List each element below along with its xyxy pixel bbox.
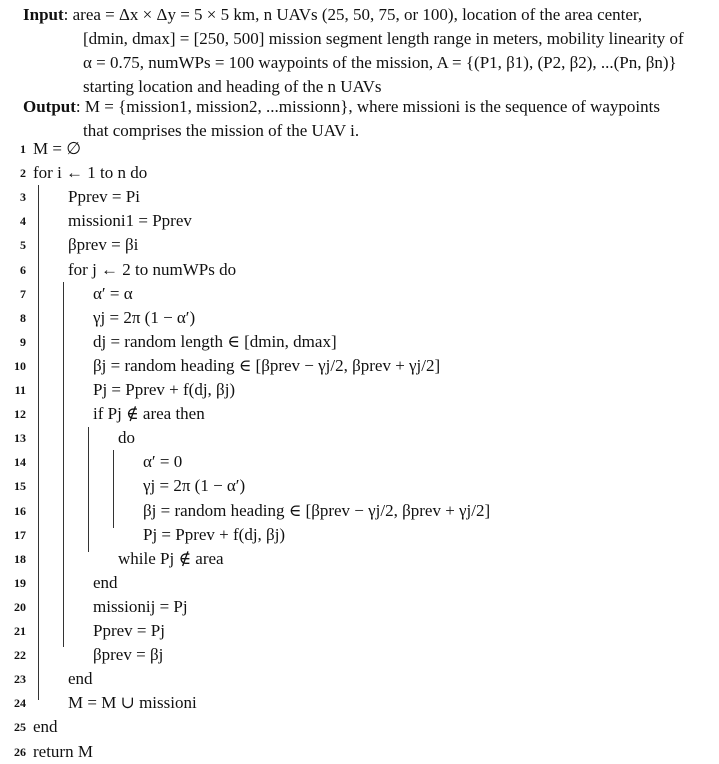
line-code: βj = random heading ∈ [βprev − γj/2, βprev + γj/2] (143, 500, 491, 520)
input-line-2: [dmin, dmax] = [250, 500] mission segment length range in meters, mobility linearity of (83, 29, 684, 48)
output-label: Output (23, 97, 76, 116)
line-code: Pprev = Pj (93, 621, 165, 640)
line-number: 19 (14, 575, 26, 590)
line-code: for i ← 1 to n do (33, 163, 148, 183)
line-code: Pprev = Pi (68, 187, 140, 207)
line-code: while Pj ∉ area (118, 548, 224, 568)
input-label: Input (23, 5, 64, 24)
input-line-3: α = 0.75, numWPs = 100 waypoints of the mission, A = {(P1, β1), (P2, β2), ...(Pn, βn)} (83, 53, 677, 72)
line-number: 4 (20, 214, 26, 229)
line-code: Pj = Pprev + f(dj, βj) (143, 524, 286, 544)
line-number: 9 (20, 334, 26, 349)
line-number: 25 (14, 720, 26, 735)
line-number: 5 (20, 238, 26, 253)
output-line-1: : M = {mission1, mission2, ...missionn}, where missioni is the sequence of waypoints (75, 97, 660, 116)
line-code: βj = random heading ∈ [βprev − γj/2, βprev + γj/2] (93, 355, 441, 375)
block-rule-for-j (63, 282, 64, 647)
line-code: end (68, 669, 93, 689)
line-number: 24 (14, 696, 26, 711)
line-code: missionij = Pj (93, 596, 188, 616)
line-number: 26 (14, 744, 26, 759)
line-code: Pj = Pprev + f(dj, βj) (93, 380, 236, 399)
line-code: do (118, 428, 135, 448)
line-number: 2 (20, 166, 26, 181)
line-number: 20 (14, 599, 26, 614)
algorithm-output (23, 95, 713, 143)
line-code: M = M ∪ missioni (68, 693, 197, 713)
line-number: 3 (20, 190, 26, 205)
line-code: dj = random length ∈ [dmin, dmax] (93, 331, 337, 351)
line-code: return M (33, 741, 93, 761)
line-number: 16 (14, 503, 26, 518)
line-code: for j ← 2 to numWPs do (68, 259, 237, 279)
line-code: α′ = α (93, 283, 133, 303)
output-line-2: that comprises the mission of the UAV i. (83, 121, 360, 140)
line-code: βprev = βj (93, 645, 164, 665)
line-number: 6 (20, 262, 26, 277)
line-number: 12 (14, 407, 26, 422)
line-code: γj = 2π (1 − α′) (93, 307, 196, 327)
block-rule-do-while (113, 450, 114, 528)
input-line-1: : area = Δx × Δy = 5 × 5 km, n UAVs (25, 50, 75, or 100), location of the area center, (63, 5, 643, 24)
line-code: if Pj ∉ area then (93, 404, 205, 424)
line-code: end (93, 572, 118, 592)
line-number: 21 (14, 624, 26, 638)
line-number: 10 (14, 358, 26, 373)
line-code: M = ∅ (33, 139, 82, 158)
line-number: 7 (20, 286, 26, 301)
line-code: missioni1 = Pprev (68, 211, 192, 231)
block-rule-for-i (38, 185, 39, 700)
line-code: βprev = βi (68, 235, 139, 255)
line-number: 23 (14, 672, 26, 687)
line-code: γj = 2π (1 − α′) (143, 476, 246, 496)
line-number: 14 (14, 455, 26, 470)
algorithm-input (23, 3, 713, 99)
line-code: α′ = 0 (143, 452, 183, 472)
line-code: end (33, 717, 58, 737)
line-number: 1 (20, 142, 26, 156)
line-number: 11 (14, 383, 26, 397)
line-number: 13 (14, 431, 26, 446)
line-number: 22 (14, 648, 26, 663)
line-number: 17 (14, 527, 26, 542)
block-rule-if (88, 427, 89, 552)
line-number: 8 (20, 310, 26, 325)
line-number: 15 (14, 479, 26, 494)
line-number: 18 (14, 551, 26, 566)
input-line-4: starting location and heading of the n UAVs (83, 77, 382, 96)
